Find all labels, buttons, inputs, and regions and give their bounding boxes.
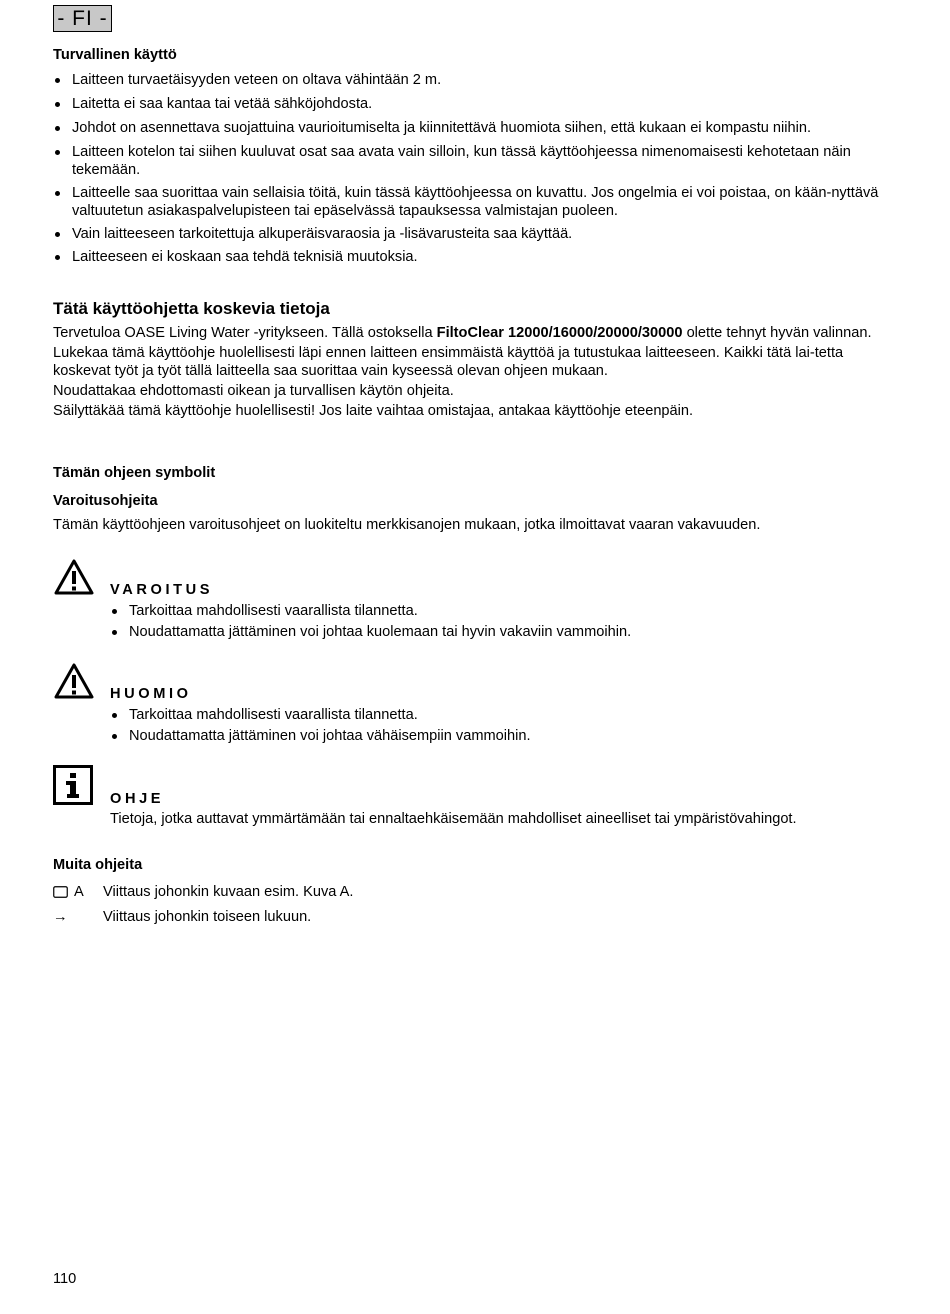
arrow-right-icon: →: [53, 909, 68, 925]
list-item: Laitteen turvaetäisyyden veteen on oltava vähintään 2 m.: [53, 71, 893, 89]
ohje-text: Tietoja, jotka auttavat ymmärtämään tai ennaltaehkäisemään mahdolliset aineelliset tai ympäristövahingot.: [110, 811, 797, 827]
paragraph: Säilyttäkää tämä käyttöohje huolellisesti! Jos laite vaihtaa omistajaa, antakaa käyttöohje eteenpäin.: [53, 403, 694, 419]
section-heading: Tämän ohjeen symbolit: [53, 465, 216, 481]
signal-word-ohje: OHJE: [110, 791, 165, 807]
list-item: Laitteeseen ei koskaan saa tehdä teknisiä muutoksia.: [53, 248, 893, 266]
symbols-section: [53, 464, 893, 534]
other-notes-heading-wrap: [53, 856, 142, 874]
list-item: Laitteelle saa suorittaa vain sellaisia töitä, kuin tässä käyttöohjeessa on kuvattu. Jos ongelmia ei voi poistaa, on kään-nyttävä valtuutetun asiakaspalvelupisteen tai epäselvässä tapauksessa valmistajan puoleen.: [53, 184, 893, 220]
list-item: Vain laitteeseen tarkoitettuja alkuperäisvaraosia ja -lisävarusteita saa käyttää.: [53, 225, 893, 243]
list-item: Tarkoittaa mahdollisesti vaarallista tilannetta.: [110, 602, 890, 620]
list-item: Johdot on asennettava suojattuina vaurioitumiselta ja kiinnitettävä huomiota siihen, että kukaan ei kompastu niihin.: [53, 119, 893, 137]
signal-word-varoitus: VAROITUS: [110, 582, 214, 598]
list-item: Noudattamatta jättäminen voi johtaa kuolemaan tai hyvin vakaviin vammoihin.: [110, 623, 890, 641]
varoitus-block: [110, 581, 890, 641]
paragraph: Noudattakaa ehdottomasti oikean ja turvallisen käytön ohjeita.: [53, 383, 454, 399]
safe-use-section: [53, 46, 893, 266]
warning-triangle-icon: [53, 558, 95, 596]
varoitus-list: [110, 602, 890, 641]
section-heading: Turvallinen käyttö: [53, 47, 177, 63]
paragraph: Tämän käyttöohjeen varoitusohjeet on luokiteltu merkkisanojen mukaan, jotka ilmoittavat vaaran vakavuuden.: [53, 517, 761, 533]
section-heading: Tätä käyttöohjetta koskevia tietoja: [53, 299, 330, 318]
chapter-reference-text: Viittaus johonkin toiseen lukuun.: [103, 909, 312, 925]
page-number: 110: [53, 1271, 77, 1287]
list-item: Tarkoittaa mahdollisesti vaarallista tilannetta.: [110, 706, 890, 724]
safe-use-list: [53, 71, 893, 266]
figure-reference-row: [53, 883, 353, 901]
signal-word-huomio: HUOMIO: [110, 686, 192, 702]
product-name: FiltoClear 12000/16000/20000/30000: [436, 325, 683, 341]
list-item: Laitteen kotelon tai siihen kuuluvat osat saa avata vain silloin, kun tässä käyttöohjeessa nimenomaisesti kehotetaan näin tekemään.: [53, 143, 893, 179]
figure-reference-symbol: [53, 883, 103, 901]
figure-reference-text: Viittaus johonkin kuvaan esim. Kuva A.: [103, 884, 354, 900]
ohje-block: [110, 790, 890, 828]
paragraph: Lukekaa tämä käyttöohje huolellisesti läpi ennen laitteen ensimmäistä käyttöä ja tutustukaa laitteeseen. Kaikki tätä lai-tetta koskevat työt ja työt tällä laitteella saa suorittaa vain kyseessä olevan ohjeen mukaan.: [53, 345, 844, 379]
paragraph: Tervetuloa OASE Living Water -yritykseen. Tällä ostoksella FiltoClear 12000/16000/20000/30000 olette tehnyt hyvän valinnan.: [53, 325, 872, 341]
huomio-block: [110, 685, 890, 745]
about-section: [53, 300, 893, 420]
figure-letter: A: [74, 884, 84, 900]
huomio-list: [110, 706, 890, 745]
list-item: Laitetta ei saa kantaa tai vetää sähköjohdosta.: [53, 95, 893, 113]
list-item: Noudattamatta jättäminen voi johtaa vähäisempiin vammoihin.: [110, 727, 890, 745]
section-heading: Muita ohjeita: [53, 857, 143, 873]
info-icon: [53, 765, 93, 805]
picture-frame-icon: [53, 886, 68, 898]
subsection-heading: Varoitusohjeita: [53, 493, 158, 509]
chapter-reference-row: [53, 908, 311, 926]
language-tag: - FI -: [53, 5, 112, 32]
caution-triangle-icon: [53, 662, 95, 700]
